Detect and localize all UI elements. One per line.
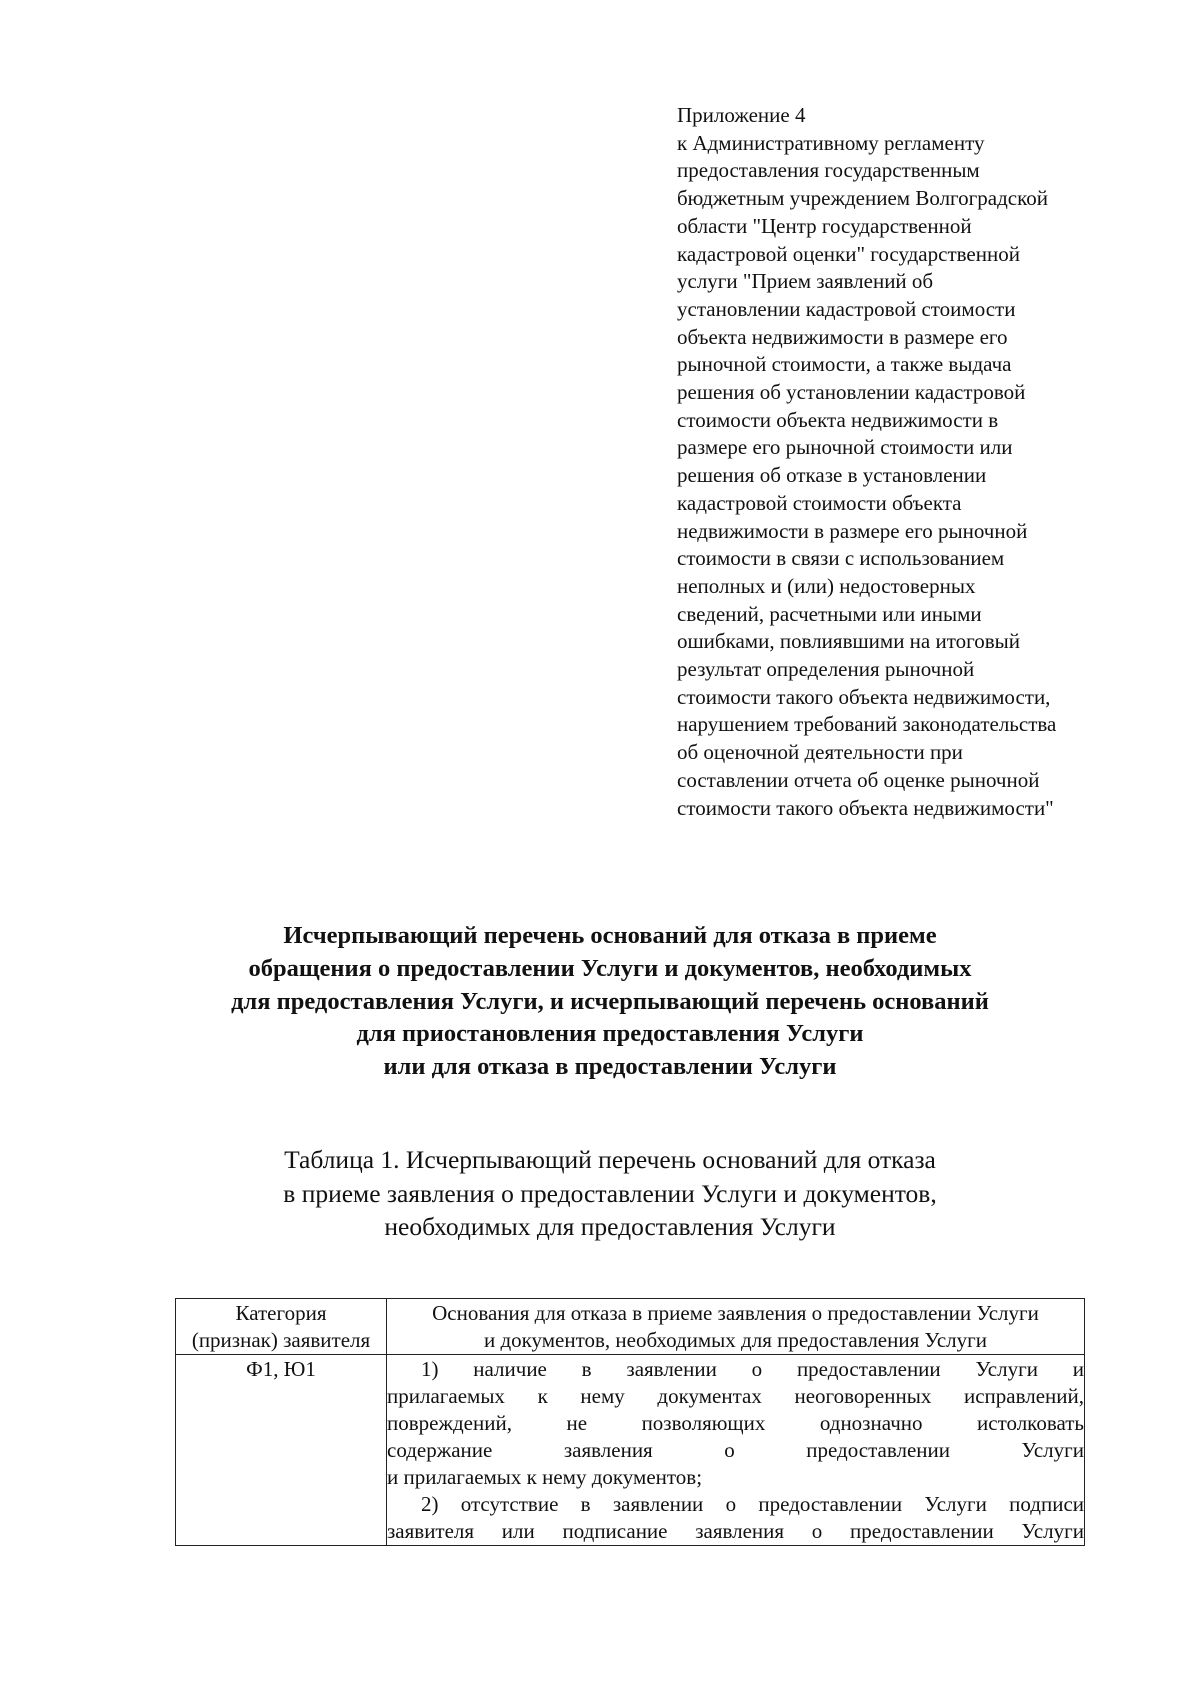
appendix-line: Приложение 4	[677, 103, 806, 127]
reason-line: 1) наличие в заявлении о предоставлении Услуги и	[421, 1357, 1084, 1381]
reason-item-2	[387, 1491, 1084, 1545]
grounds-table	[175, 1298, 1085, 1546]
appendix-line: услуги "Прием заявлений об	[677, 269, 934, 294]
table-header-row	[176, 1299, 1085, 1355]
appendix-line: стоимости объекта недвижимости в	[677, 407, 999, 432]
appendix-line: об оценочной деятельности при	[677, 740, 963, 765]
appendix-line: объекта недвижимости в размере его	[677, 324, 1008, 349]
reason-item-1	[387, 1356, 1084, 1491]
appendix-line: к Административному регламенту	[677, 130, 985, 155]
appendix-reference	[677, 102, 1137, 822]
appendix-line: стоимости в связи с использованием	[677, 546, 1005, 571]
table-title-line: необходимых для предоставления Услуги	[384, 1212, 836, 1241]
reason-line: прилагаемых к нему документах неоговоренных исправлений,	[387, 1384, 1084, 1408]
appendix-line: предоставления государственным	[677, 158, 980, 183]
appendix-line: ошибками, повлиявшими на итоговый	[677, 629, 1020, 654]
appendix-line: размере его рыночной стоимости или	[677, 435, 1013, 460]
header-category	[176, 1299, 387, 1355]
table-row	[176, 1355, 1085, 1546]
reason-line: содержание заявления о предоставлении Услуги	[387, 1438, 1084, 1462]
appendix-line: стоимости такого объекта недвижимости,	[677, 684, 1051, 709]
main-title	[150, 920, 1070, 1084]
appendix-line: неполных и (или) недостоверных	[677, 573, 976, 598]
header-grounds-line: Основания для отказа в приеме заявления о предоставлении Услуги	[432, 1301, 1039, 1325]
category-cell: Ф1, Ю1	[176, 1355, 387, 1546]
appendix-line: стоимости такого объекта недвижимости"	[677, 795, 1054, 820]
main-title-line: обращения о предоставлении Услуги и документов, необходимых	[248, 954, 972, 982]
reason-line: заявителя или подписание заявления о предоставлении Услуги	[387, 1519, 1084, 1543]
main-title-line: для приостановления предоставления Услуги	[356, 1020, 864, 1048]
appendix-line: сведений, расчетными или иными	[677, 601, 982, 626]
appendix-line: решения об отказе в установлении	[677, 463, 987, 488]
appendix-line: области "Центр государственной	[677, 213, 972, 238]
appendix-line: кадастровой стоимости объекта	[677, 490, 962, 515]
appendix-line: результат определения рыночной	[677, 657, 975, 682]
reason-line: 2) отсутствие в заявлении о предоставлении Услуги подписи	[421, 1492, 1084, 1516]
table-title-line: в приеме заявления о предоставлении Услуги и документов,	[283, 1178, 937, 1208]
table-title	[200, 1143, 1020, 1244]
appendix-line: рыночной стоимости, а также выдача	[677, 352, 1012, 377]
reason-line: и прилагаемых к нему документов;	[387, 1465, 703, 1489]
main-title-line: или для отказа в предоставлении Услуги	[383, 1053, 837, 1081]
appendix-line: установлении кадастровой стоимости	[677, 296, 1016, 321]
appendix-line: решения об установлении кадастровой	[677, 380, 1026, 405]
reasons-cell	[387, 1355, 1085, 1546]
header-grounds-line: и документов, необходимых для предоставления Услуги	[483, 1328, 988, 1352]
header-grounds	[387, 1299, 1085, 1355]
appendix-line: нарушением требований законодательства	[677, 712, 1057, 737]
appendix-line: недвижимости в размере его рыночной	[677, 518, 1028, 543]
table-title-line: Таблица 1. Исчерпывающий перечень оснований для отказа	[284, 1145, 936, 1174]
header-category-line: Категория	[235, 1301, 327, 1325]
appendix-line: составлении отчета об оценке рыночной	[677, 767, 1040, 792]
appendix-line: бюджетным учреждением Волгоградской	[677, 186, 1048, 211]
header-category-line: (признак) заявителя	[191, 1328, 371, 1352]
appendix-line: кадастровой оценки" государственной	[677, 241, 1020, 266]
main-title-line: Исчерпывающий перечень оснований для отказа в приеме	[283, 922, 937, 949]
reason-line: повреждений, не позволяющих однозначно истолковать	[387, 1411, 1084, 1435]
main-title-line: для предоставления Услуги, и исчерпывающий перечень оснований	[231, 987, 989, 1015]
